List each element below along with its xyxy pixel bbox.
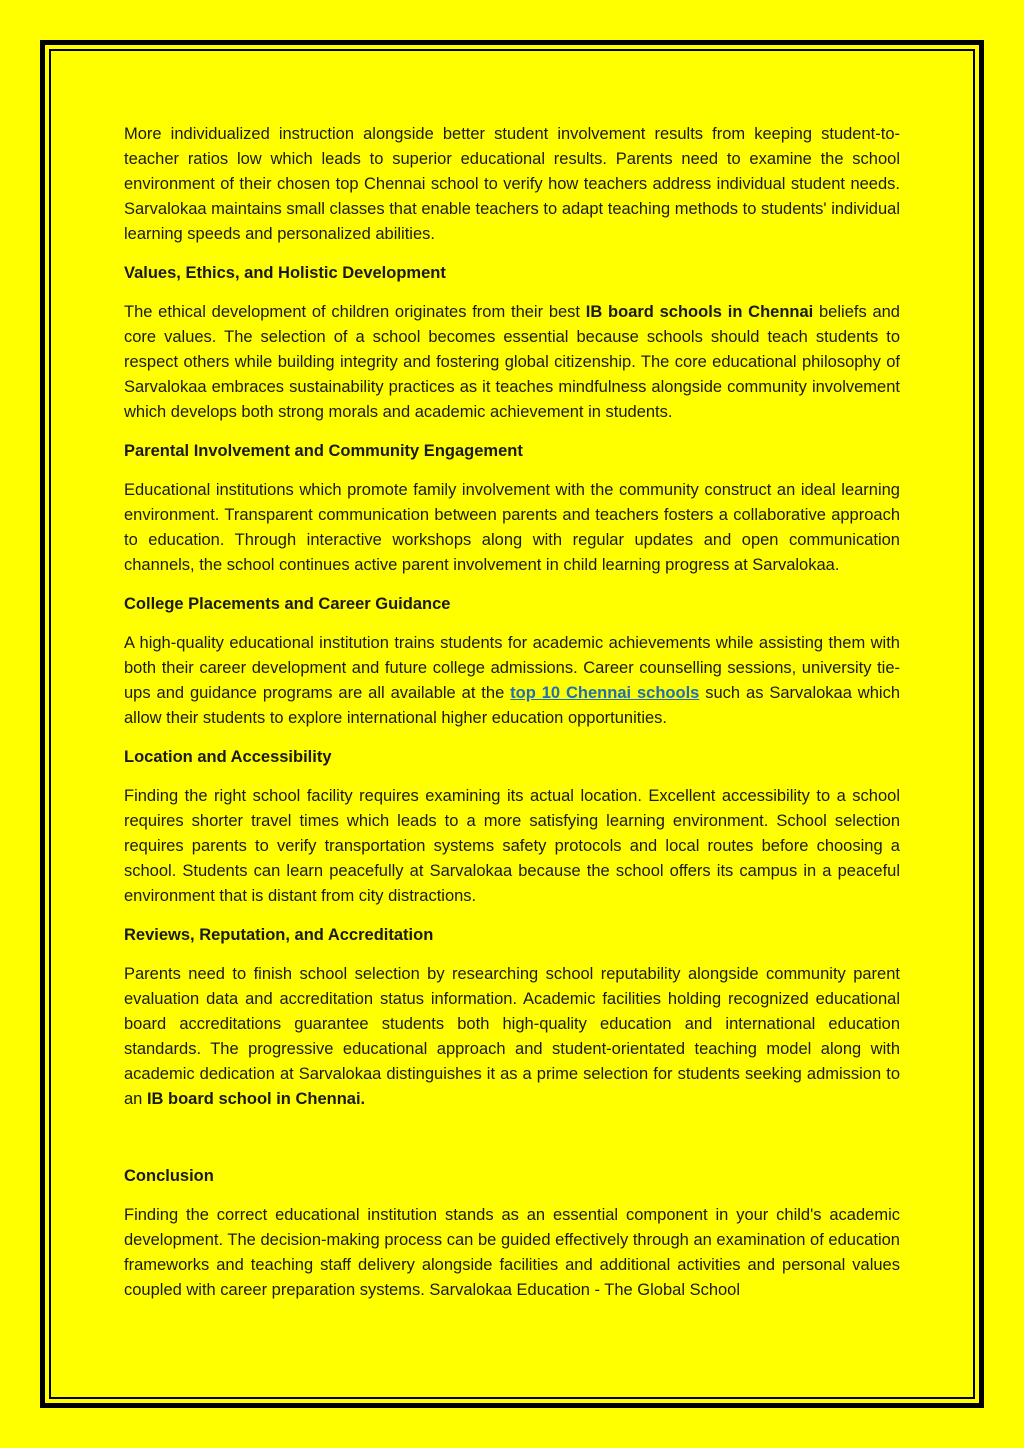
college-text-after: such as Sarvalokaa which allow their students to explore international higher education opportunities. xyxy=(124,684,900,727)
values-paragraph xyxy=(124,300,900,425)
college-text-before: A high-quality educational institution trains students for academic achievements while assisting them with both their career development and future college admissions. Career counselling sessions, university tie-ups and guidance programs are all available at the xyxy=(124,634,900,702)
values-bold-phrase: IB board schools in Chennai xyxy=(585,303,814,321)
college-heading: College Placements and Career Guidance xyxy=(124,595,451,613)
parental-heading: Parental Involvement and Community Engagement xyxy=(124,442,523,460)
values-text-after: beliefs and core values. The selection of a school becomes essential because schools should teach students to respect others while building integrity and fostering global citizenship. The core educational philosophy of Sarvalokaa embraces sustainability practices as it teaches mindfulness alongside community involvement which develops both strong morals and academic achievement in students. xyxy=(124,303,900,421)
reviews-bold-phrase: IB board school in Chennai. xyxy=(146,1090,366,1108)
conclusion-heading: Conclusion xyxy=(124,1167,214,1185)
college-paragraph xyxy=(124,631,900,731)
reviews-heading: Reviews, Reputation, and Accreditation xyxy=(124,926,434,944)
values-heading: Values, Ethics, and Holistic Development xyxy=(124,264,446,282)
conclusion-paragraph: Finding the correct educational institution stands as an essential component in your child's academic development. The decision-making process can be guided effectively through an examination of education frameworks and teaching staff delivery alongside facilities and additional activities and personal values coupled with career preparation systems. Sarvalokaa Education - The Global School xyxy=(124,1206,900,1299)
location-heading: Location and Accessibility xyxy=(124,748,332,766)
parental-paragraph: Educational institutions which promote family involvement with the community construct an ideal learning environment. Transparent communication between parents and teachers fosters a collaborative approach to education. Through interactive workshops along with regular updates and open communication channels, the school continues active parent involvement in child learning progress at Sarvalokaa. xyxy=(124,481,900,574)
intro-paragraph: More individualized instruction alongside better student involvement results from keeping student-to-teacher ratios low which leads to superior educational results. Parents need to examine the school environment of their chosen top Chennai school to verify how teachers address individual student needs. Sarvalokaa maintains small classes that enable teachers to adapt teaching methods to students' individual learning speeds and personalized abilities. xyxy=(124,125,900,243)
top-10-chennai-schools-link[interactable]: top 10 Chennai schools xyxy=(510,684,700,702)
reviews-paragraph xyxy=(124,962,900,1112)
values-text-before: The ethical development of children originates from their best xyxy=(124,303,586,321)
location-paragraph: Finding the right school facility requires examining its actual location. Excellent accessibility to a school requires shorter travel times which leads to a more satisfying learning environment. School selection requires parents to verify transportation systems safety protocols and local routes before choosing a school. Students can learn peacefully at Sarvalokaa because the school offers its campus in a peaceful environment that is distant from city distractions. xyxy=(124,787,900,905)
document-body xyxy=(124,122,900,1317)
reviews-text-before: Parents need to finish school selection by researching school reputability alongside community parent evaluation data and accreditation status information. Academic facilities holding recognized educational board accreditations guarantee students both high-quality education and international education standards. The progressive educational approach and student-orientated teaching model along with academic dedication at Sarvalokaa distinguishes it as a prime selection for students seeking admission to an xyxy=(124,965,900,1108)
